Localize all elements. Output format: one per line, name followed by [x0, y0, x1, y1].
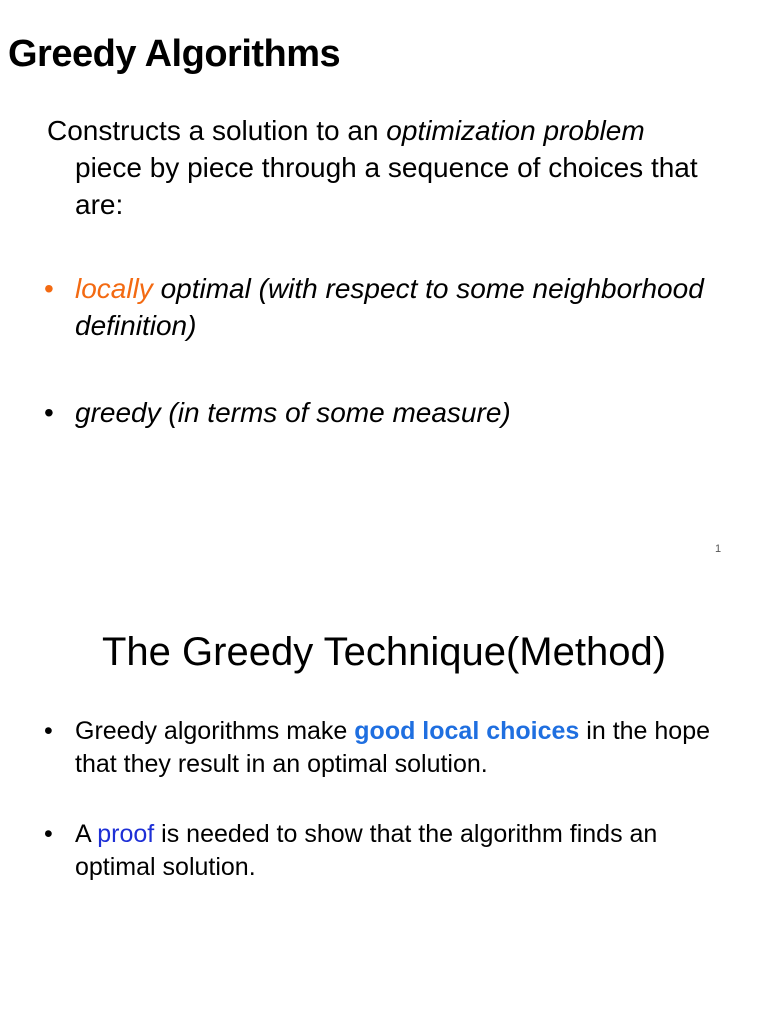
- bullet-greedy: [44, 394, 715, 431]
- bullet-after: is needed to show that the algorithm finds an optimal solution.: [75, 820, 658, 881]
- bullet-before: A: [75, 820, 98, 848]
- intro-continuation: piece by piece through a sequence of choices that are:: [75, 152, 698, 220]
- bullet-marker: •: [44, 820, 53, 848]
- bullet-locally-optimal: [44, 270, 715, 344]
- bullet-proof: [44, 818, 735, 884]
- intro-emphasis: optimization problem: [386, 115, 645, 146]
- bullet-text: [75, 818, 735, 884]
- bullet-marker: •: [44, 397, 54, 428]
- slide-2: [0, 575, 768, 1024]
- bullet-after: in the hope that they result in an optimal solution.: [75, 717, 711, 778]
- bullet-before: Greedy algorithms make: [75, 717, 355, 745]
- page-number: 1: [715, 543, 722, 555]
- highlight-locally: locally: [75, 273, 153, 304]
- intro-paragraph: [47, 112, 747, 223]
- slide-title: The Greedy Technique(Method): [101, 630, 667, 674]
- highlight-proof: proof: [97, 820, 155, 848]
- bullet-good-local-choices: [44, 715, 735, 781]
- bullet-marker: •: [44, 717, 53, 745]
- highlight-good-local-choices: good local choices: [354, 717, 580, 745]
- bullet-text: [75, 270, 715, 344]
- bullet-text: greedy (in terms of some measure): [75, 397, 511, 428]
- bullet-marker: •: [44, 273, 54, 304]
- bullet-rest: optimal (with respect to some neighborhood definition): [75, 273, 704, 341]
- intro-line-1: [47, 112, 747, 149]
- bullet-text: [75, 715, 735, 781]
- intro-text: Constructs a solution to an: [47, 115, 387, 146]
- slide-title: Greedy Algorithms: [8, 33, 341, 75]
